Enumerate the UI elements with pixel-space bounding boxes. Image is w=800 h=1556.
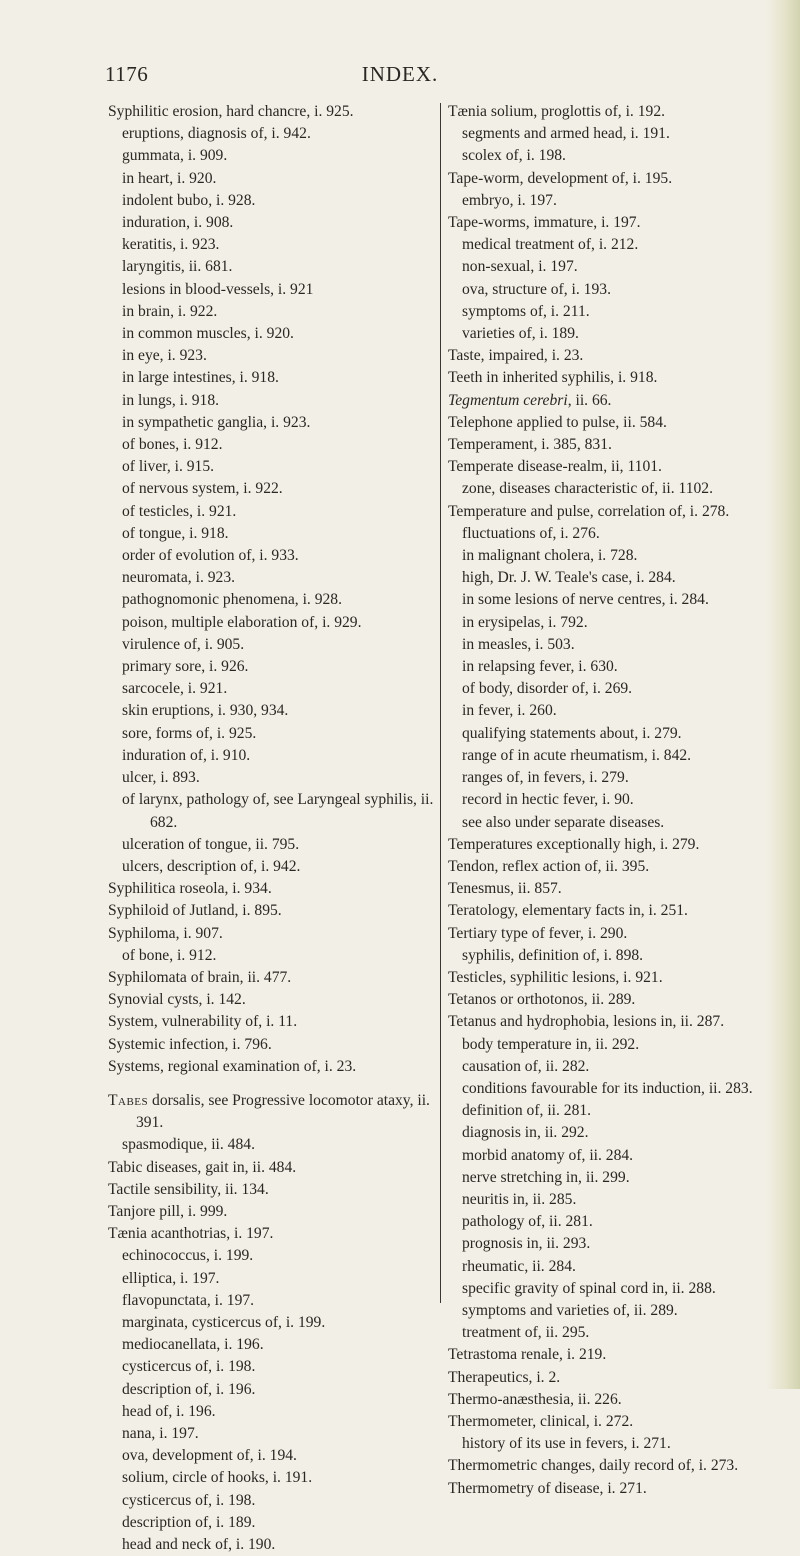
index-entry: Tape-worms, immature, i. 197. xyxy=(448,214,641,232)
index-entry: record in hectic fever, i. 90. xyxy=(462,791,634,809)
index-entry: in some lesions of nerve centres, i. 284. xyxy=(462,591,709,609)
index-entry: in malignant cholera, i. 728. xyxy=(462,547,638,565)
index-entry: nerve stretching in, ii. 299. xyxy=(462,1168,630,1186)
page-header xyxy=(0,62,800,86)
index-entry: definition of, ii. 281. xyxy=(462,1102,592,1120)
index-entry: Syphilitica roseola, i. 934. xyxy=(108,880,272,898)
index-entry: laryngitis, ii. 681. xyxy=(122,258,233,276)
index-entry: Tetanos or orthotonos, ii. 289. xyxy=(448,991,636,1009)
index-entry: echinococcus, i. 199. xyxy=(122,1247,254,1265)
index-entry: segments and armed head, i. 191. xyxy=(462,125,670,143)
index-entry: scolex of, i. 198. xyxy=(462,147,566,165)
index-entry: System, vulnerability of, i. 11. xyxy=(108,1013,298,1031)
index-entry: sarcocele, i. 921. xyxy=(122,680,228,698)
index-entry: gummata, i. 909. xyxy=(122,147,228,165)
index-entry: in brain, i. 922. xyxy=(122,302,218,320)
index-entry: Therapeutics, i. 2. xyxy=(448,1368,561,1386)
index-entry: head and neck of, i. 190. xyxy=(122,1536,276,1553)
index-entry: pathognomonic phenomena, i. 928. xyxy=(122,591,343,609)
index-entry: order of evolution of, i. 933. xyxy=(122,547,299,565)
index-entry: Temperatures exceptionally high, i. 279. xyxy=(448,835,700,853)
index-entry: Synovial cysts, i. 142. xyxy=(108,991,246,1009)
index-entry: causation of, ii. 282. xyxy=(462,1057,590,1075)
index-entry: ulceration of tongue, ii. 795. xyxy=(122,835,300,853)
index-entry: ulcer, i. 893. xyxy=(122,769,200,787)
index-entry: high, Dr. J. W. Teale's case, i. 284. xyxy=(462,569,676,587)
index-entry: of body, disorder of, i. 269. xyxy=(462,680,633,698)
index-entry: Testicles, syphilitic lesions, i. 921. xyxy=(448,968,663,986)
index-entry: in measles, i. 503. xyxy=(462,635,575,653)
index-entry: Teratology, elementary facts in, i. 251. xyxy=(448,902,688,920)
index-entry: Tertiary type of fever, i. 290. xyxy=(448,924,628,942)
index-entry: mediocanellata, i. 196. xyxy=(122,1336,264,1354)
index-entry: neuromata, i. 923. xyxy=(122,569,236,587)
index-entry: varieties of, i. 189. xyxy=(462,325,579,343)
index-entry: Thermometry of disease, i. 271. xyxy=(448,1479,647,1497)
index-entry: Tabic diseases, gait in, ii. 484. xyxy=(108,1158,297,1176)
index-entry: of bone, i. 912. xyxy=(122,946,217,964)
index-entry: in heart, i. 920. xyxy=(122,169,217,187)
index-entry: Tegmentum cerebri, ii. 66. xyxy=(448,391,612,409)
index-entry: ulcers, description of, i. 942. xyxy=(122,857,301,875)
index-entry: in lungs, i. 918. xyxy=(122,391,220,409)
index-entry: see also under separate diseases. xyxy=(462,813,665,831)
index-entry: symptoms of, i. 211. xyxy=(462,302,590,320)
index-entry: Tænia acanthotrias, i. 197. xyxy=(108,1225,274,1243)
index-entry: description of, i. 196. xyxy=(122,1380,256,1398)
index-entry: Syphilitic erosion, hard chancre, i. 925. xyxy=(108,103,354,120)
index-entry: solium, circle of hooks, i. 191. xyxy=(122,1469,313,1487)
index-entry: flavopunctata, i. 197. xyxy=(122,1291,255,1309)
index-entry: in common muscles, i. 920. xyxy=(122,325,294,343)
index-entry: syphilis, definition of, i. 898. xyxy=(462,946,644,964)
index-entry: embryo, i. 197. xyxy=(462,191,557,209)
index-entry: ova, development of, i. 194. xyxy=(122,1447,297,1465)
index-entry: sore, forms of, i. 925. xyxy=(122,724,257,742)
index-entry: eruptions, diagnosis of, i. 942. xyxy=(122,125,311,143)
index-entry: body temperature in, ii. 292. xyxy=(462,1035,640,1053)
index-entry: ova, structure of, i. 193. xyxy=(462,280,611,298)
index-entry: head of, i. 196. xyxy=(122,1402,216,1420)
page-number: 1176 xyxy=(105,62,149,86)
page-title: INDEX. xyxy=(361,62,439,86)
index-entry: medical treatment of, i. 212. xyxy=(462,236,639,254)
index-entry: range of in acute rheumatism, i. 842. xyxy=(462,746,692,764)
index-entry: history of its use in fevers, i. 271. xyxy=(462,1435,671,1453)
index-entry: marginata, cysticercus of, i. 199. xyxy=(122,1313,326,1331)
index-entry: cysticercus of, i. 198. xyxy=(122,1491,256,1509)
index-entry: nana, i. 197. xyxy=(122,1424,199,1442)
index-entry: Syphilomata of brain, ii. 477. xyxy=(108,968,292,986)
index-entry: of larynx, pathology of, see Laryngeal syphilis, ii. 682. xyxy=(122,791,434,831)
index-entry: diagnosis in, ii. 292. xyxy=(462,1124,589,1142)
index-entry: Tactile sensibility, ii. 134. xyxy=(108,1180,269,1198)
index-entry: Systemic infection, i. 796. xyxy=(108,1035,272,1053)
index-entry: in eye, i. 923. xyxy=(122,347,207,365)
index-entry: Tetrastoma renale, i. 219. xyxy=(448,1346,607,1364)
index-entry: rheumatic, ii. 284. xyxy=(462,1257,576,1275)
index-entry: Thermometer, clinical, i. 272. xyxy=(448,1412,634,1430)
index-entry: Tabes dorsalis, see Progressive locomotor ataxy, ii. 391. xyxy=(108,1091,430,1132)
index-entry: specific gravity of spinal cord in, ii. 288. xyxy=(462,1279,716,1297)
index-entry: Teeth in inherited syphilis, i. 918. xyxy=(448,369,658,387)
index-entry: non-sexual, i. 197. xyxy=(462,258,578,276)
index-entry: ranges of, in fevers, i. 279. xyxy=(462,769,629,787)
index-entry: in sympathetic ganglia, i. 923. xyxy=(122,413,311,431)
index-entry: cysticercus of, i. 198. xyxy=(122,1358,256,1376)
index-entry: Tendon, reflex action of, ii. 395. xyxy=(448,857,650,875)
index-entry: description of, i. 189. xyxy=(122,1513,256,1531)
index-entry: conditions favourable for its induction, ii. 283. xyxy=(462,1079,753,1097)
index-entry: of tongue, i. 918. xyxy=(122,524,229,542)
index-entry: Tænia solium, proglottis of, i. 192. xyxy=(448,103,666,120)
index-entry: neuritis in, ii. 285. xyxy=(462,1190,577,1208)
index-entry: treatment of, ii. 295. xyxy=(462,1324,590,1342)
index-entry: induration of, i. 910. xyxy=(122,746,251,764)
index-entry: elliptica, i. 197. xyxy=(122,1269,220,1287)
index-entry: induration, i. 908. xyxy=(122,214,234,232)
index-entry: Thermometric changes, daily record of, i. 273. xyxy=(448,1457,739,1475)
index-entry: Syphiloma, i. 907. xyxy=(108,924,223,942)
index-entry: Tetanus and hydrophobia, lesions in, ii. 287. xyxy=(448,1013,725,1031)
index-entry: of liver, i. 915. xyxy=(122,458,215,476)
index-entry: Tenesmus, ii. 857. xyxy=(448,880,562,898)
index-entry: spasmodique, ii. 484. xyxy=(122,1136,255,1154)
index-entry: Temperature and pulse, correlation of, i. 278. xyxy=(448,502,730,520)
index-entry: virulence of, i. 905. xyxy=(122,635,245,653)
index-entry: Tanjore pill, i. 999. xyxy=(108,1202,228,1220)
index-entry: keratitis, i. 923. xyxy=(122,236,220,254)
index-entry: prognosis in, ii. 293. xyxy=(462,1235,591,1253)
index-entry: morbid anatomy of, ii. 284. xyxy=(462,1146,634,1164)
index-entry: pathology of, ii. 281. xyxy=(462,1213,593,1231)
index-entry: skin eruptions, i. 930, 934. xyxy=(122,702,289,720)
index-entry: qualifying statements about, i. 279. xyxy=(462,724,682,742)
index-entry: Syphiloid of Jutland, i. 895. xyxy=(108,902,282,920)
index-column-left xyxy=(108,101,434,1556)
index-column-right xyxy=(448,101,771,1500)
index-entry: Thermo-anæsthesia, ii. 226. xyxy=(448,1390,622,1408)
index-entry: Systems, regional examination of, i. 23. xyxy=(108,1057,357,1075)
index-entry: of bones, i. 912. xyxy=(122,436,223,454)
index-entry: fluctuations of, i. 276. xyxy=(462,524,600,542)
page-edge-discoloration xyxy=(766,0,800,1389)
index-entry: Taste, impaired, i. 23. xyxy=(448,347,584,365)
index-entry: of testicles, i. 921. xyxy=(122,502,237,520)
index-entry: symptoms and varieties of, ii. 289. xyxy=(462,1301,678,1319)
index-entry: of nervous system, i. 922. xyxy=(122,480,283,498)
index-entry: Tape-worm, development of, i. 195. xyxy=(448,169,673,187)
index-entry: poison, multiple elaboration of, i. 929. xyxy=(122,613,362,631)
column-divider xyxy=(440,103,441,1303)
index-entry: in large intestines, i. 918. xyxy=(122,369,279,387)
index-entry: Temperate disease-realm, ii, 1101. xyxy=(448,458,662,476)
index-entry: Telephone applied to pulse, ii. 584. xyxy=(448,413,667,431)
index-entry: primary sore, i. 926. xyxy=(122,658,249,676)
index-entry: in erysipelas, i. 792. xyxy=(462,613,588,631)
index-entry: lesions in blood-vessels, i. 921 xyxy=(122,280,314,298)
index-entry: Temperament, i. 385, 831. xyxy=(448,436,612,454)
index-entry: indolent bubo, i. 928. xyxy=(122,191,256,209)
index-entry: zone, diseases characteristic of, ii. 1102. xyxy=(462,480,713,498)
index-entry: in relapsing fever, i. 630. xyxy=(462,658,618,676)
index-entry: in fever, i. 260. xyxy=(462,702,557,720)
